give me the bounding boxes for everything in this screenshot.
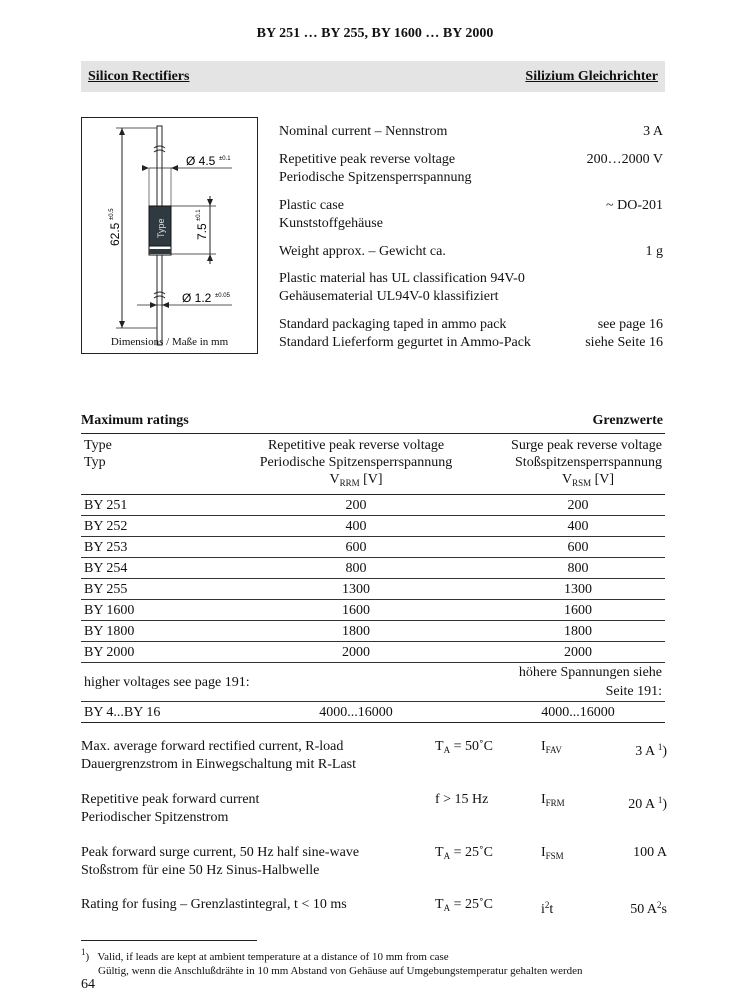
table-row: [81, 702, 665, 723]
spec-reverse-voltage: [279, 151, 663, 187]
rating-symbol: $i^2t$: [541, 900, 554, 917]
max-ratings-header: [81, 413, 663, 429]
vrsm-cell: 200: [491, 495, 665, 516]
col-type-header: Type Typ: [81, 434, 221, 495]
dim-lead-diameter: Ø 1.2: [182, 291, 212, 305]
spec-label-de: Periodische Spitzensperrspannung: [279, 170, 472, 185]
rating-label-de: Stoßstrom für eine 50 Hz Sinus-Halbwelle: [81, 863, 320, 878]
document-title: BY 251 … BY 255, BY 1600 … BY 2000: [256, 26, 494, 41]
table-row: [81, 621, 665, 642]
type-cell: BY 253: [81, 537, 221, 558]
type-cell: BY 2000: [81, 642, 221, 663]
rating-condition: $T_A$ = 25˚C: [435, 897, 493, 913]
col-vrsm-header: Surge peak reverse voltage Stoßspitzensperrspannung $V_{RSM}$ [V]: [491, 434, 665, 495]
type-cell: BY 254: [81, 558, 221, 579]
col-vrrm-header: Repetitive peak reverse voltage Periodische Spitzensperrspannung $V_{RRM}$ [V]: [221, 434, 491, 495]
rating-value: 50 $A^2s$: [630, 900, 667, 917]
note-right: höhere Spannungen siehe Seite 191:: [491, 663, 665, 702]
rating-symbol: $I_{FSM}$: [541, 845, 564, 861]
table-row: [81, 600, 665, 621]
vrsm-cell: 4000...16000: [491, 702, 665, 723]
spec-value: 1 g: [645, 244, 663, 259]
vrrm-cell: 1600: [221, 600, 491, 621]
category-de: Silizium Gleichrichter: [525, 69, 658, 84]
rating-fsm: [81, 844, 667, 880]
table-header-row: [81, 434, 665, 495]
spec-label: Plastic case: [279, 198, 344, 213]
table-row: [81, 558, 665, 579]
type-cell: BY 1800: [81, 621, 221, 642]
category-band: [81, 61, 665, 92]
spec-value: ~ DO-201: [606, 198, 663, 213]
spec-value: 200…2000 V: [586, 152, 663, 167]
spec-case: [279, 197, 663, 233]
spec-value-de: siehe Seite 16: [585, 335, 663, 350]
drawing-caption: Dimensions / Maße in mm: [110, 336, 229, 348]
vrsm-cell: 1800: [491, 621, 665, 642]
vrsm-cell: 1600: [491, 600, 665, 621]
type-cell: BY 251: [81, 495, 221, 516]
vrsm-cell: 400: [491, 516, 665, 537]
rating-label: Max. average forward rectified current, R-load: [81, 739, 344, 754]
rating-label: Peak forward surge current, 50 Hz half sine-wave: [81, 845, 360, 860]
vrrm-cell: 4000...16000: [221, 702, 491, 723]
vrsm-cell: 2000: [491, 642, 665, 663]
dim-body-length: 7.5: [195, 223, 209, 240]
dim-body-diameter-tol: ±0.1: [219, 156, 231, 162]
table-note-row: [81, 663, 665, 702]
dim-total-length-tol: ±0.5: [109, 208, 115, 220]
spec-label: Plastic material has UL classification 94V-0: [279, 271, 525, 286]
max-ratings-title: Maximum ratings: [81, 413, 189, 428]
spec-label: Repetitive peak reverse voltage: [279, 152, 456, 167]
rating-label-de: Dauergrenzstrom in Einwegschaltung mit R-Last: [81, 757, 357, 772]
rating-i2t: [81, 896, 667, 917]
vrrm-cell: 1800: [221, 621, 491, 642]
vrsm-cell: 1300: [491, 579, 665, 600]
spec-nominal-current: [279, 123, 663, 141]
vrrm-cell: 2000: [221, 642, 491, 663]
vrsm-cell: 600: [491, 537, 665, 558]
diode-outline-drawing: [82, 118, 259, 355]
rating-frm: [81, 791, 667, 827]
dim-body-diameter: Ø 4.5: [186, 154, 216, 168]
page-number: 64: [81, 977, 95, 992]
table-row: [81, 537, 665, 558]
category-en: Silicon Rectifiers: [88, 69, 190, 84]
rating-condition: $T_A$ = 25˚C: [435, 845, 493, 861]
vrrm-cell: 200: [221, 495, 491, 516]
spec-ul-classification: [279, 270, 663, 306]
dimension-drawing: [81, 117, 258, 354]
dim-lead-diameter-tol: ±0.05: [215, 293, 230, 299]
body-type-label: Type: [156, 218, 166, 238]
spec-label-de: Gehäusematerial UL94V-0 klassifiziert: [279, 289, 499, 304]
spec-label: Standard packaging taped in ammo pack: [279, 317, 507, 332]
rating-condition: $T_A$ = 50˚C: [435, 739, 493, 755]
vrrm-cell: 1300: [221, 579, 491, 600]
vrsm-cell: 800: [491, 558, 665, 579]
rating-symbol: $I_{FAV}$: [541, 739, 562, 755]
rating-label: Repetitive peak forward current: [81, 792, 260, 807]
type-cell: BY 1600: [81, 600, 221, 621]
table-row: [81, 642, 665, 663]
spec-value: [585, 316, 663, 352]
rating-value: 3 A $^1$): [635, 742, 667, 759]
max-ratings-title-de: Grenzwerte: [592, 413, 663, 428]
type-cell: BY 4...BY 16: [81, 702, 221, 723]
spec-label-de: Kunststoffgehäuse: [279, 216, 383, 231]
rating-condition: f > 15 Hz: [435, 792, 489, 807]
footnote: $^1$) Valid, if leads are kept at ambient temperature at a distance of 10 mm from case Gültig, wenn die Anschlußdrähte in 10 mm Abstand von Gehäuse auf Umgebungstemperatur gehalten werden: [81, 947, 583, 977]
vrrm-cell: 600: [221, 537, 491, 558]
spec-label: Nominal current – Nennstrom: [279, 124, 448, 139]
max-ratings-table: [81, 433, 665, 723]
spec-weight: [279, 243, 663, 261]
vrrm-cell: 400: [221, 516, 491, 537]
footnote-de: Gültig, wenn die Anschlußdrähte in 10 mm Abstand von Gehäuse auf Umgebungstemperatur gehalten werden: [98, 965, 583, 977]
footnote-en: Valid, if leads are kept at ambient temperature at a distance of 10 mm from case: [97, 951, 449, 963]
table-row: [81, 579, 665, 600]
rating-value: 100 A: [633, 845, 667, 860]
rating-fav: [81, 738, 667, 774]
spec-value: 3 A: [643, 124, 663, 139]
table-row: [81, 516, 665, 537]
rating-label-de: Periodischer Spitzenstrom: [81, 810, 229, 825]
dim-total-length: 62.5: [108, 222, 122, 246]
note-left: higher voltages see page 191:: [81, 663, 491, 702]
spec-value-en: see page 16: [597, 317, 663, 332]
type-cell: BY 255: [81, 579, 221, 600]
dim-body-length-tol: ±0.1: [196, 209, 202, 221]
footnote-mark: 1: [81, 947, 86, 957]
type-cell: BY 252: [81, 516, 221, 537]
rating-value: 20 A $^1$): [628, 795, 667, 812]
rating-label: Rating for fusing – Grenzlastintegral, t < 10 ms: [81, 897, 347, 912]
rating-symbol: $I_{FRM}$: [541, 792, 565, 808]
spec-label-de: Standard Lieferform gegurtet in Ammo-Pack: [279, 335, 531, 350]
table-row: [81, 495, 665, 516]
spec-packaging: [279, 316, 663, 352]
spec-label: Weight approx. – Gewicht ca.: [279, 244, 446, 259]
vrrm-cell: 800: [221, 558, 491, 579]
footnote-divider: [81, 940, 257, 941]
